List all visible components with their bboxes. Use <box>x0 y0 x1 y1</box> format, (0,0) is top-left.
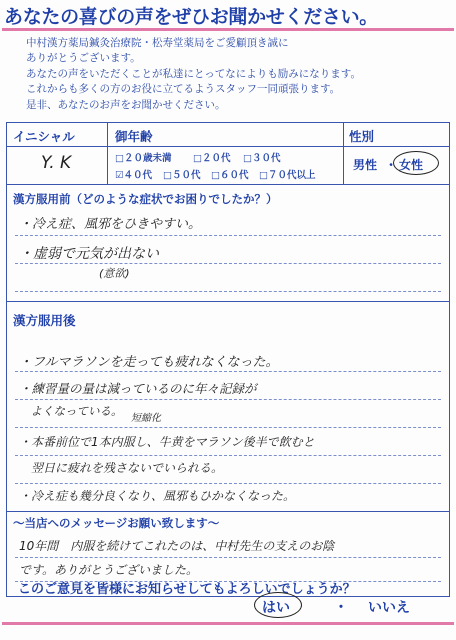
before-label: 漢方服用前（どのような症状でお困りでしたか？） <box>13 192 278 206</box>
feedback-form <box>6 122 450 597</box>
gender-female[interactable]: 女性 <box>399 158 424 172</box>
answer-yes[interactable]: はい <box>262 600 290 616</box>
age-option-under20[interactable]: □２０歳未満 <box>115 153 172 164</box>
ruled-line <box>15 263 441 264</box>
age-label: 御年齢 <box>115 129 153 144</box>
after-answer-line: 翌日に疲れを残さないでいられる。 <box>19 461 224 475</box>
gender-separator: ・ <box>385 158 398 172</box>
ruled-line <box>15 371 441 372</box>
intro-line: これからも多くの方のお役に立てるようスタッフ一同頑張ります。 <box>26 83 341 96</box>
before-answer-line: ・虚弱で元気が出ない <box>19 246 159 262</box>
ruled-line <box>15 483 441 484</box>
age-option-60s[interactable]: □６０代 <box>211 170 249 181</box>
before-answer-note: (意欲) <box>99 267 130 280</box>
message-line: 10年間 内服を続けてこれたのは、中村先生の支えのお陰 <box>19 539 335 553</box>
ruled-line <box>15 291 441 292</box>
page-title: あなたの喜びの声をぜひお聞かせください。 <box>4 6 379 28</box>
initial-label: イニシャル <box>13 129 75 144</box>
age-option-40s[interactable]: ☑４０代 <box>115 170 153 181</box>
permission-question: このご意見を皆様にお知らせしてもよろしいでしょうか？ <box>18 582 356 597</box>
answer-separator: ・ <box>334 600 348 616</box>
intro-line: あなたの声をいただくことが私達にとってなによりも励みになります。 <box>26 67 361 80</box>
after-answer-line: ・練習量の量は減っているのに年々記録が <box>19 381 257 396</box>
age-option-70plus[interactable]: □７０代以上 <box>259 170 316 181</box>
ruled-line <box>15 399 441 400</box>
after-answer-line: ・本番前位で1本内服し、牛黄をマラソン後半で飲むと <box>19 435 315 449</box>
age-option-50s[interactable]: □５０代 <box>163 170 201 181</box>
divider <box>7 146 449 147</box>
after-answer-line: ・冷え症も幾分良くなり、風邪もひかなくなった。 <box>19 489 296 503</box>
intro-line: ありがとうございます。 <box>26 52 141 65</box>
divider <box>7 301 449 302</box>
ruled-line <box>15 235 441 236</box>
intro-line: 中村漢方薬局鍼灸治療院・松寿堂薬局をご愛顧頂き誠に <box>26 37 289 49</box>
gender-label: 性別 <box>349 129 375 144</box>
bottom-border <box>2 622 454 625</box>
age-option-30s[interactable]: □３０代 <box>243 153 281 164</box>
before-answer-line: ・冷え症、風邪をひきやすい。 <box>19 217 202 232</box>
ruled-line <box>15 455 441 456</box>
female-selection-circle <box>393 151 439 175</box>
intro-line: 是非、あなたのお声をお聞かせください。 <box>26 98 226 111</box>
divider <box>7 184 449 185</box>
divider <box>343 123 344 184</box>
after-answer-line: ・フルマラソンを走っても疲れなくなった。 <box>19 355 279 370</box>
divider <box>107 123 108 184</box>
ruled-line <box>15 557 441 558</box>
initial-value[interactable]: Y. K <box>41 153 72 173</box>
answer-no[interactable]: いいえ <box>368 600 410 616</box>
after-label: 漢方服用後 <box>13 313 76 328</box>
ruled-line <box>15 427 441 428</box>
message-label: 〜当店へのメッセージお願い致します〜 <box>13 516 220 530</box>
message-line: です。ありがとうございました。 <box>19 563 199 577</box>
gender-male[interactable]: 男性 <box>353 158 378 172</box>
after-answer-note: 短縮化 <box>131 413 161 424</box>
title-underline <box>2 28 454 31</box>
after-answer-line: よくなっている。 <box>19 404 123 418</box>
intro-text <box>26 36 446 113</box>
divider <box>7 511 449 512</box>
age-option-20s[interactable]: □２０代 <box>193 153 231 164</box>
yes-selection-circle <box>254 592 302 618</box>
